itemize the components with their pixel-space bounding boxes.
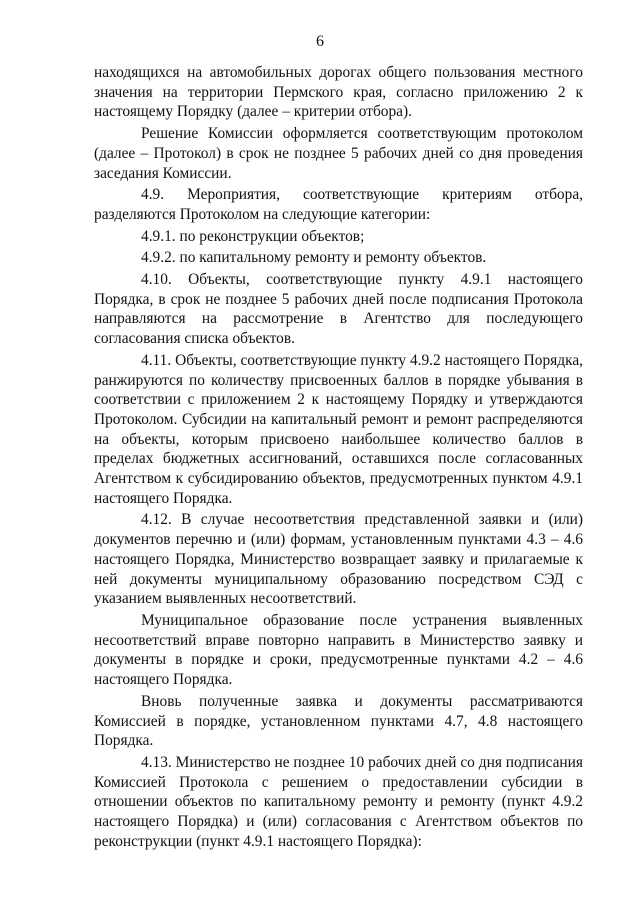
paragraph-4-10: 4.10. Объекты, соответствующие пункту 4.9.1 настоящего Порядка, в срок не позднее 5 рабочих дней после подписания Протокола направляются на рассмотрение в Агентство для последующего согласования списка объектов. xyxy=(94,271,583,348)
paragraph-4-9: 4.9. Мероприятия, соответствующие критериям отбора, разделяются Протоколом на следующие категории: xyxy=(94,186,583,223)
paragraph-resubmission: Муниципальное образование после устранения выявленных несоответствий вправе повторно направить в Министерство заявку и документы в порядке и сроки, предусмотренные пунктами 4.2 – 4.6 настоящего Порядка. xyxy=(94,611,583,689)
page-number: 6 xyxy=(316,33,324,50)
paragraph-4-11: 4.11. Объекты, соответствующие пункту 4.9.2 настоящего Порядка, ранжируются по количеству присвоенных баллов в порядке убывания в соответствии с приложением 2 к настоящему Порядку и утверждаются Протоколом. Субсидии на капитальный ремонт и ремонт распределяются на объекты, которым присвоено наибольшее количество баллов в пределах бюджетных ассигнований, оставшихся после согласованных Агентством к субсидированию объектов, предусмотренных пунктом 4.9.1 настоящего Порядка. xyxy=(94,351,583,507)
paragraph-new-review: Вновь полученные заявка и документы рассматриваются Комиссией в порядке, установленном пунктами 4.7, 4.8 настоящего Порядка. xyxy=(94,692,583,750)
document-body xyxy=(94,63,583,851)
paragraph-continuation: находящихся на автомобильных дорогах общего пользования местного значения на территории Пермского края, согласно приложению 2 к настоящему Порядку (далее – критерии отбора). xyxy=(94,64,583,121)
paragraph-4-9-2: 4.9.2. по капитальному ремонту и ремонту объектов. xyxy=(141,249,487,267)
paragraph-4-9-1: 4.9.1. по реконструкции объектов; xyxy=(141,227,365,245)
paragraph-4-13: 4.13. Министерство не позднее 10 рабочих дней со дня подписания Комиссией Протокола с решением о предоставлении субсидии в отношении объектов по капитальному ремонту и ремонту (пункт 4.9.2 настоящего Порядка) и (или) согласования с Агентством объектов по реконструкции (пункт 4.9.1 настоящего Порядка): xyxy=(94,753,583,850)
paragraph-4-12: 4.12. В случае несоответствия представленной заявки и (или) документов перечню и (или) формам, установленным пунктами 4.3 – 4.6 настоящего Порядка, Министерство возвращает заявку и прилагаемые к ней документы муниципальному образованию посредством СЭД с указанием выявленных несоответствий. xyxy=(94,511,583,608)
paragraph-commission-decision: Решение Комиссии оформляется соответствующим протоколом (далее – Протокол) в срок не позднее 5 рабочих дней со дня проведения заседания Комиссии. xyxy=(94,125,583,182)
